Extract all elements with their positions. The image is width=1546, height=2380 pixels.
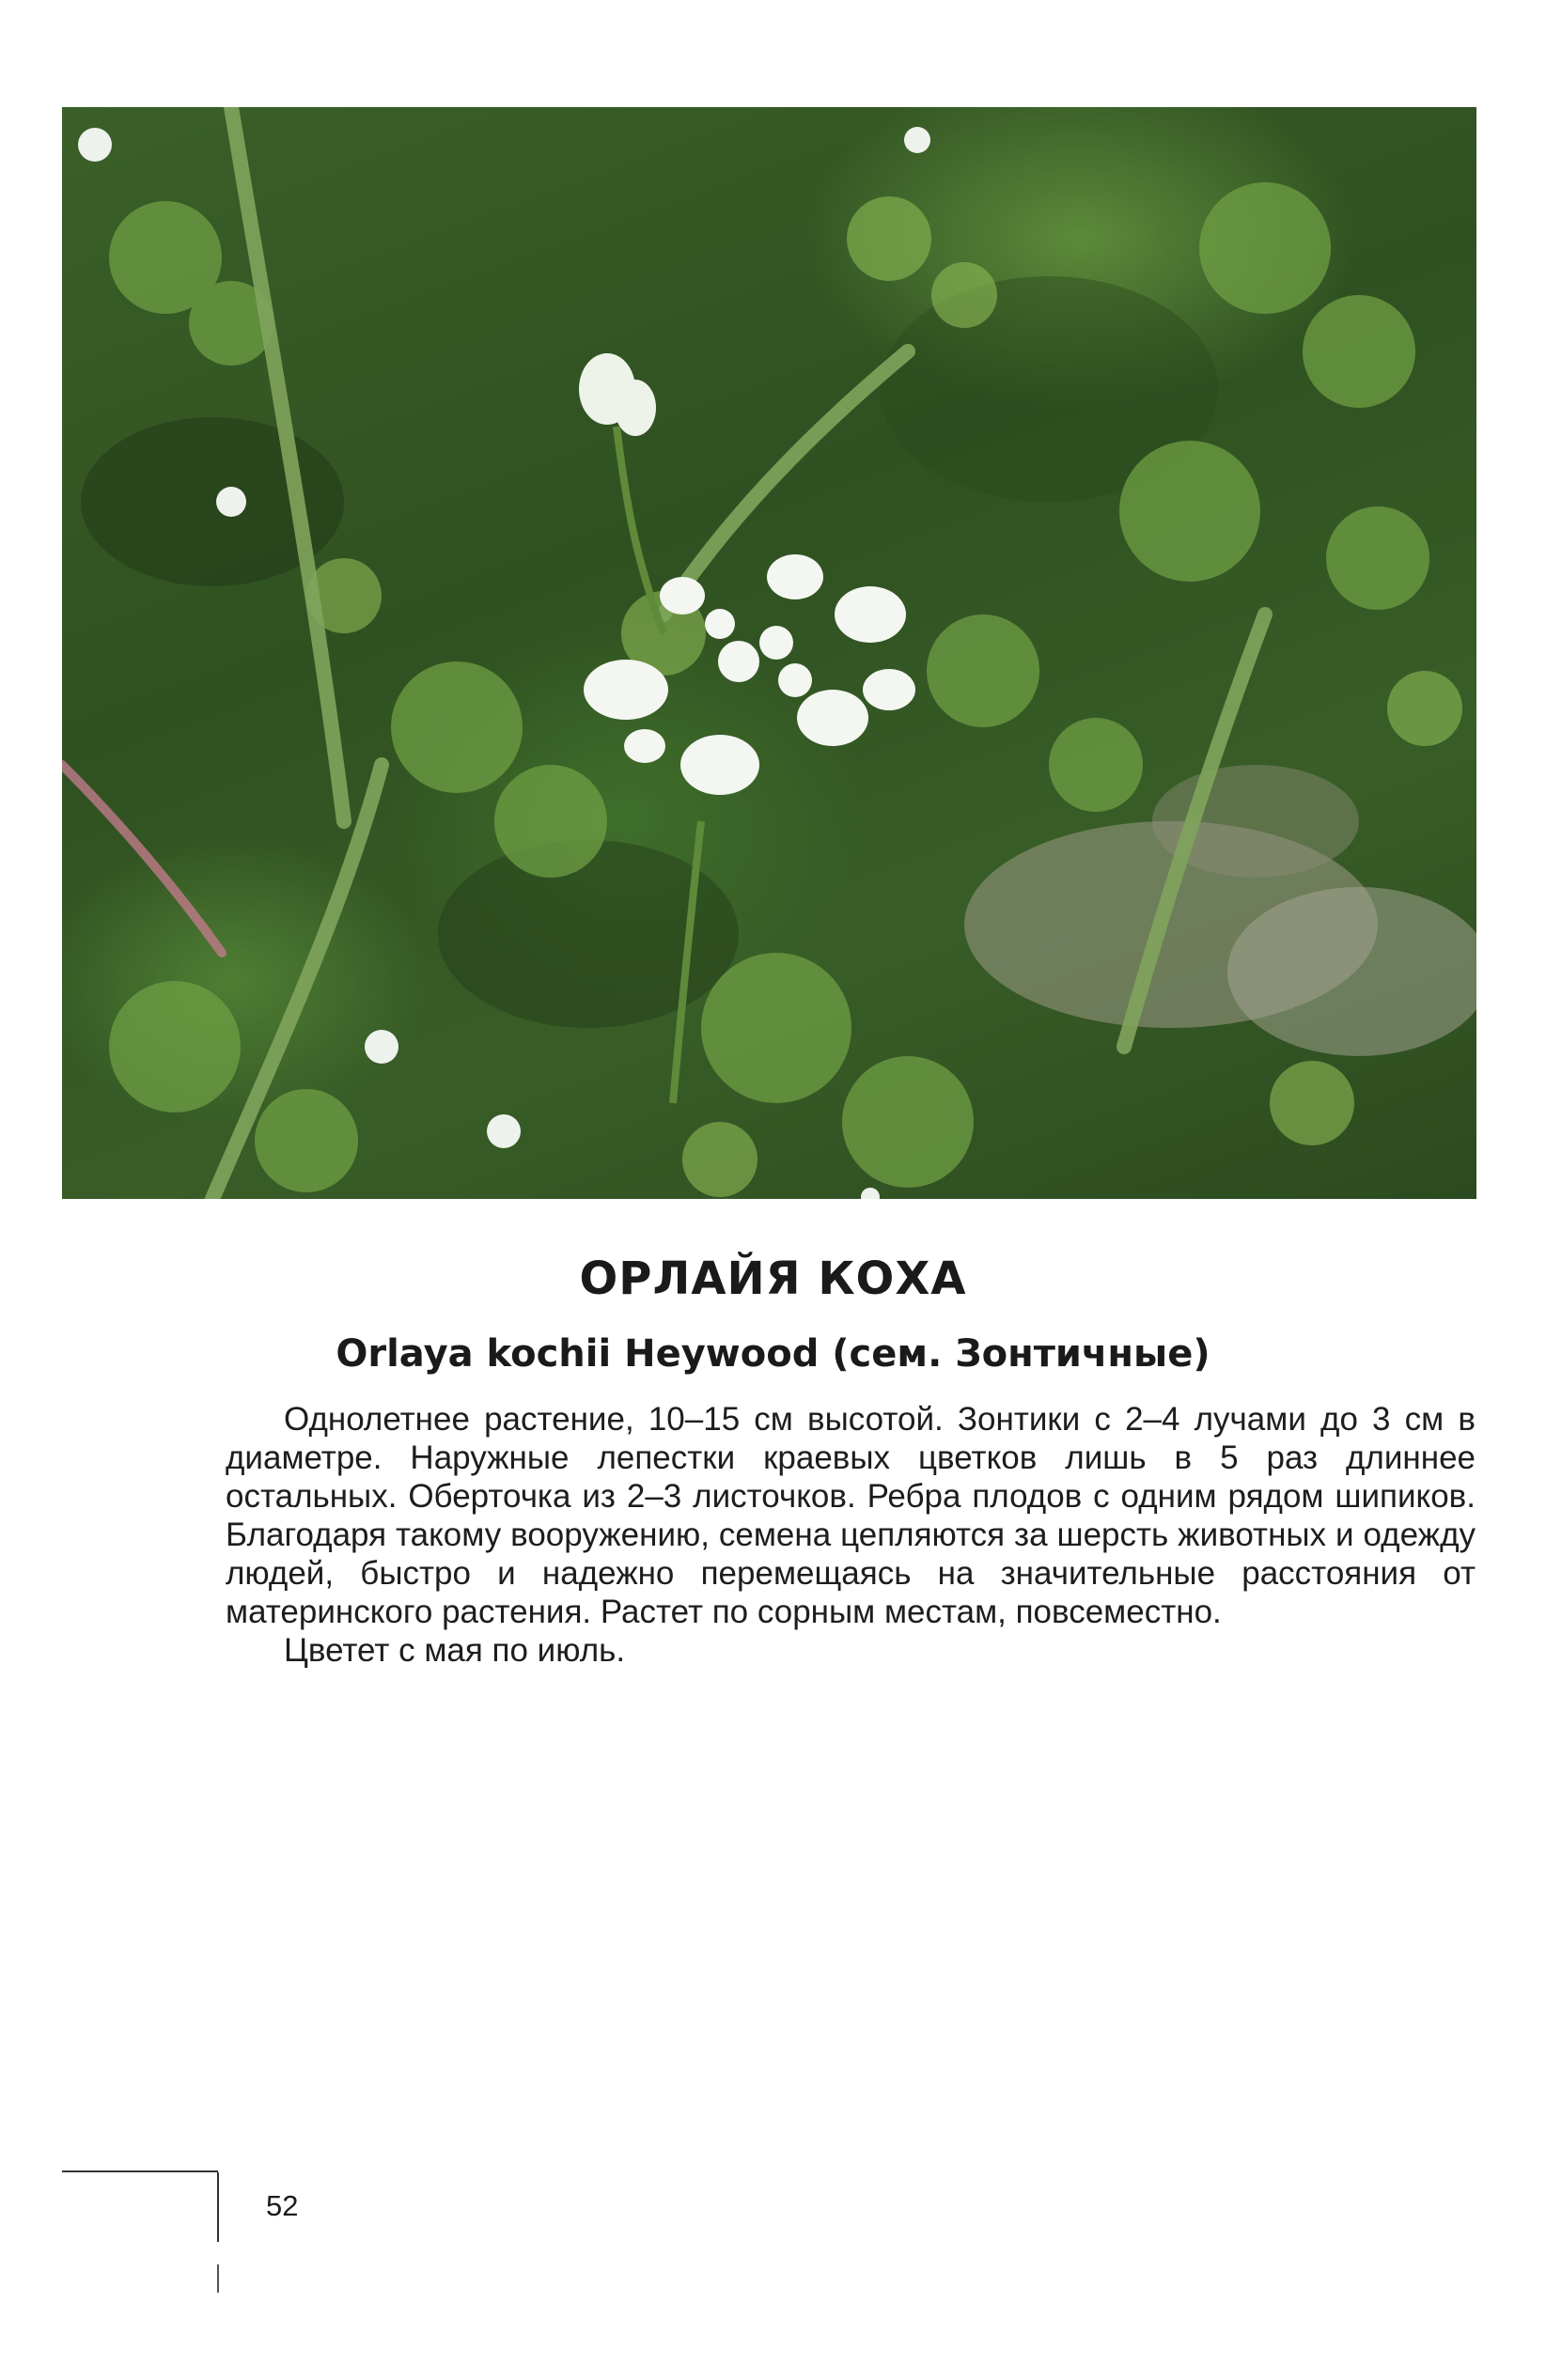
margin-rule-horizontal [62, 2170, 218, 2172]
margin-rule-vertical-lower [217, 2264, 219, 2293]
page-number: 52 [266, 2189, 299, 2222]
species-description [226, 1400, 1476, 1670]
species-title: ОРЛАЙЯ КОХА [579, 1252, 967, 1305]
description-paragraph: Однолетнее растение, 10–15 см высотой. Зонтики с 2–4 лучами до 3 см в диаметре. Наружные лепестки краевых цветков лишь в 5 раз длиннее остальных. Оберточка из 2–3 листочков. Ребра плодов с одним рядом шипиков. Благодаря такому вооружению, семена цепляются за шерсть животных и одежду людей, быстро и надежно перемещаясь на значительные расстояния от материнского растения. Растет по сорным местам, повсеместно. [226, 1401, 1476, 1630]
flowering-period: Цветет с мая по июль. [284, 1632, 626, 1669]
plant-photo [62, 107, 1476, 1199]
margin-rule-vertical [217, 2172, 219, 2242]
species-latin-name: Orlaya kochii Heywood (сем. Зонтичные) [336, 1332, 1210, 1376]
